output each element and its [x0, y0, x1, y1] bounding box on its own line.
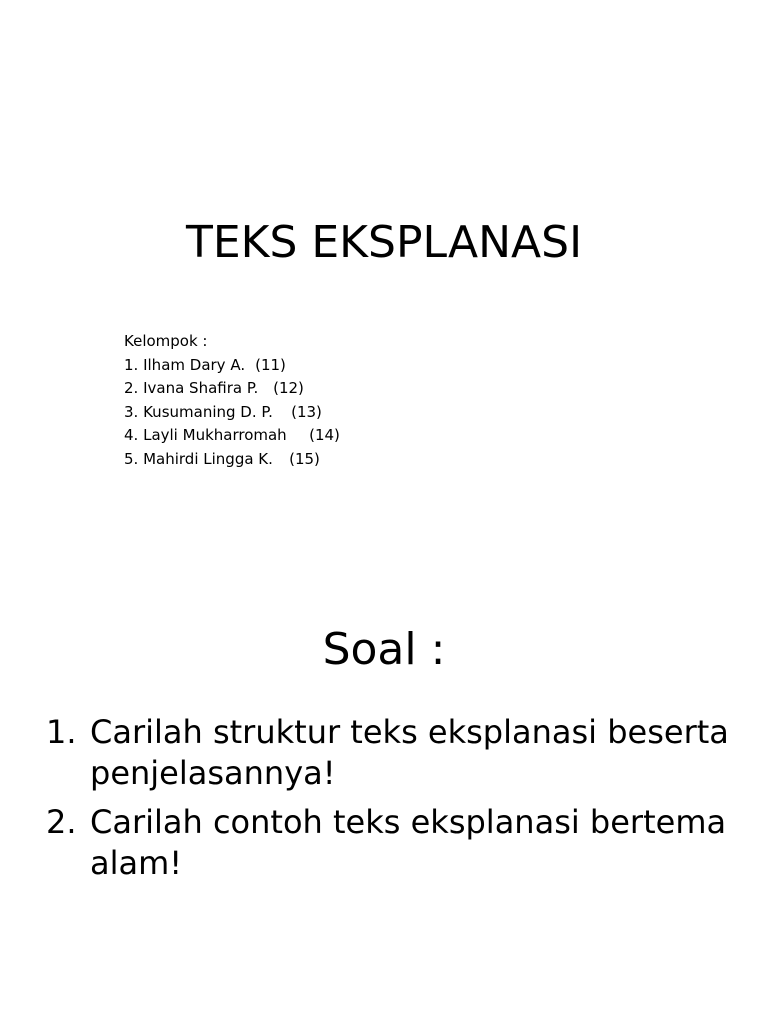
member-item [124, 377, 340, 401]
question-text: Carilah struktur teks eksplanasi beserta penjelasannya! [90, 713, 729, 792]
question-number: 2. [46, 803, 77, 841]
member-number: 3. [124, 402, 139, 421]
question-item [46, 802, 736, 884]
member-number: 2. [124, 379, 139, 397]
member-absen: (15) [289, 449, 320, 468]
question-slide [0, 512, 768, 1024]
member-number: 1. [124, 355, 139, 374]
member-number: 4. [124, 426, 139, 444]
member-number: 5. [124, 449, 139, 468]
member-name: Ivana Shafira P. [143, 379, 259, 397]
group-label: Kelompok : [124, 332, 208, 350]
member-name: Mahirdi Lingga K. [143, 449, 273, 468]
member-absen: (14) [309, 426, 340, 444]
slide-title: Soal : [322, 624, 446, 675]
member-item [124, 424, 340, 448]
member-absen: (12) [273, 379, 304, 397]
question-text: Carilah contoh teks eksplanasi bertema alam! [90, 803, 727, 882]
question-number: 1. [46, 713, 77, 751]
member-item [124, 354, 340, 378]
member-name: Kusumaning D. P. [143, 402, 273, 421]
member-absen: (13) [291, 402, 322, 421]
question-list [46, 712, 736, 892]
question-item [46, 712, 736, 794]
member-absen: (11) [255, 355, 286, 374]
member-name: Layli Mukharromah [143, 426, 287, 444]
member-item [124, 448, 340, 472]
slide-title: TEKS EKSPLANASI [185, 217, 583, 268]
group-info [124, 330, 340, 471]
member-list [124, 354, 340, 472]
member-item [124, 401, 340, 425]
member-name: Ilham Dary A. [143, 355, 246, 374]
